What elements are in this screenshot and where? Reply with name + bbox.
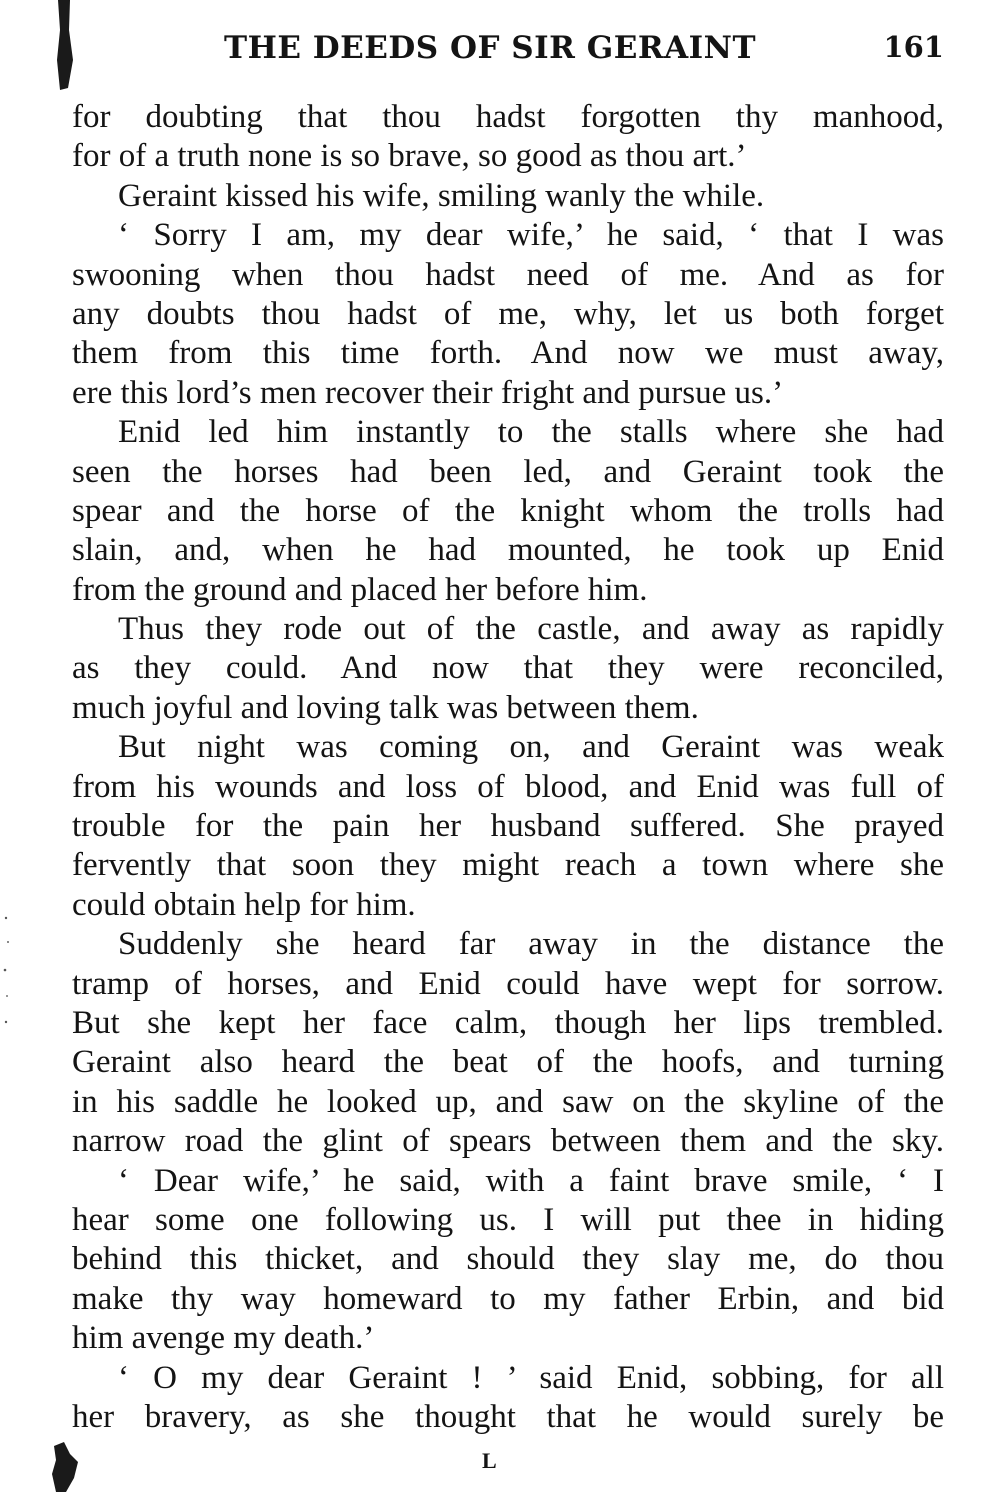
text-line: narrow road the glint of spears between them and the sky.: [72, 1123, 944, 1160]
body-text: [72, 98, 944, 1437]
margin-specks: [2, 912, 12, 1032]
text-line: make thy way homeward to my father Erbin, and bid: [72, 1280, 944, 1317]
text-line: But she kept her face calm, though her lips trembled.: [72, 1004, 944, 1041]
text-line: ‘ Sorry I am, my dear wife,’ he said, ‘ that I was: [118, 217, 944, 254]
text-line: as they could. And now that they were reconciled,: [72, 650, 944, 687]
text-line: spear and the horse of the knight whom the trolls had: [72, 492, 944, 529]
binding-shadow-bottom: [44, 1438, 88, 1492]
text-line: fervently that soon they might reach a town where she: [72, 847, 944, 884]
text-line: Suddenly she heard far away in the distance the: [118, 926, 944, 963]
text-line: him avenge my death.’: [72, 1320, 375, 1357]
text-line: ‘ O my dear Geraint ! ’ said Enid, sobbing, for all: [118, 1359, 944, 1396]
text-line: any doubts thou hadst of me, why, let us both forget: [72, 295, 944, 332]
text-line: her bravery, as she thought that he would surely be: [72, 1398, 944, 1435]
text-line: tramp of horses, and Enid could have wept for sorrow.: [72, 965, 944, 1002]
text-line: from his wounds and loss of blood, and Enid was full of: [72, 768, 944, 805]
text-line: slain, and, when he had mounted, he took up Enid: [72, 532, 944, 569]
text-line: hear some one following us. I will put thee in hiding: [72, 1201, 944, 1238]
text-line: in his saddle he looked up, and saw on the skyline of the: [72, 1083, 944, 1120]
text-line: for of a truth none is so brave, so good as thou art.’: [72, 138, 747, 175]
text-line: behind this thicket, and should they slay me, do thou: [72, 1241, 944, 1278]
text-line: ‘ Dear wife,’ he said, with a faint brave smile, ‘ I: [118, 1162, 944, 1199]
text-line: Enid led him instantly to the stalls where she had: [118, 414, 944, 451]
running-head: THE DEEDS OF SIR GERAINT: [224, 30, 757, 66]
page-header: [72, 30, 944, 80]
text-line: Thus they rode out of the castle, and away as rapidly: [118, 611, 944, 648]
text-line: much joyful and loving talk was between them.: [72, 689, 699, 726]
page-number: 161: [883, 30, 944, 64]
text-line: But night was coming on, and Geraint was weak: [118, 729, 944, 766]
text-line: from the ground and placed her before him.: [72, 571, 648, 608]
text-line: Geraint also heard the beat of the hoofs, and turning: [72, 1044, 944, 1081]
signature-mark: L: [482, 1448, 497, 1473]
text-line: swooning when thou hadst need of me. And as for: [72, 256, 944, 293]
text-line: them from this time forth. And now we must away,: [72, 335, 944, 372]
text-line: trouble for the pain her husband suffered. She prayed: [72, 808, 944, 845]
text-line: ere this lord’s men recover their fright and pursue us.’: [72, 374, 784, 411]
text-line: Geraint kissed his wife, smiling wanly the while.: [118, 177, 765, 214]
text-line: seen the horses had been led, and Geraint took the: [72, 453, 944, 490]
text-line: could obtain help for him.: [72, 886, 416, 923]
text-line: for doubting that thou hadst forgotten thy manhood,: [72, 99, 944, 135]
